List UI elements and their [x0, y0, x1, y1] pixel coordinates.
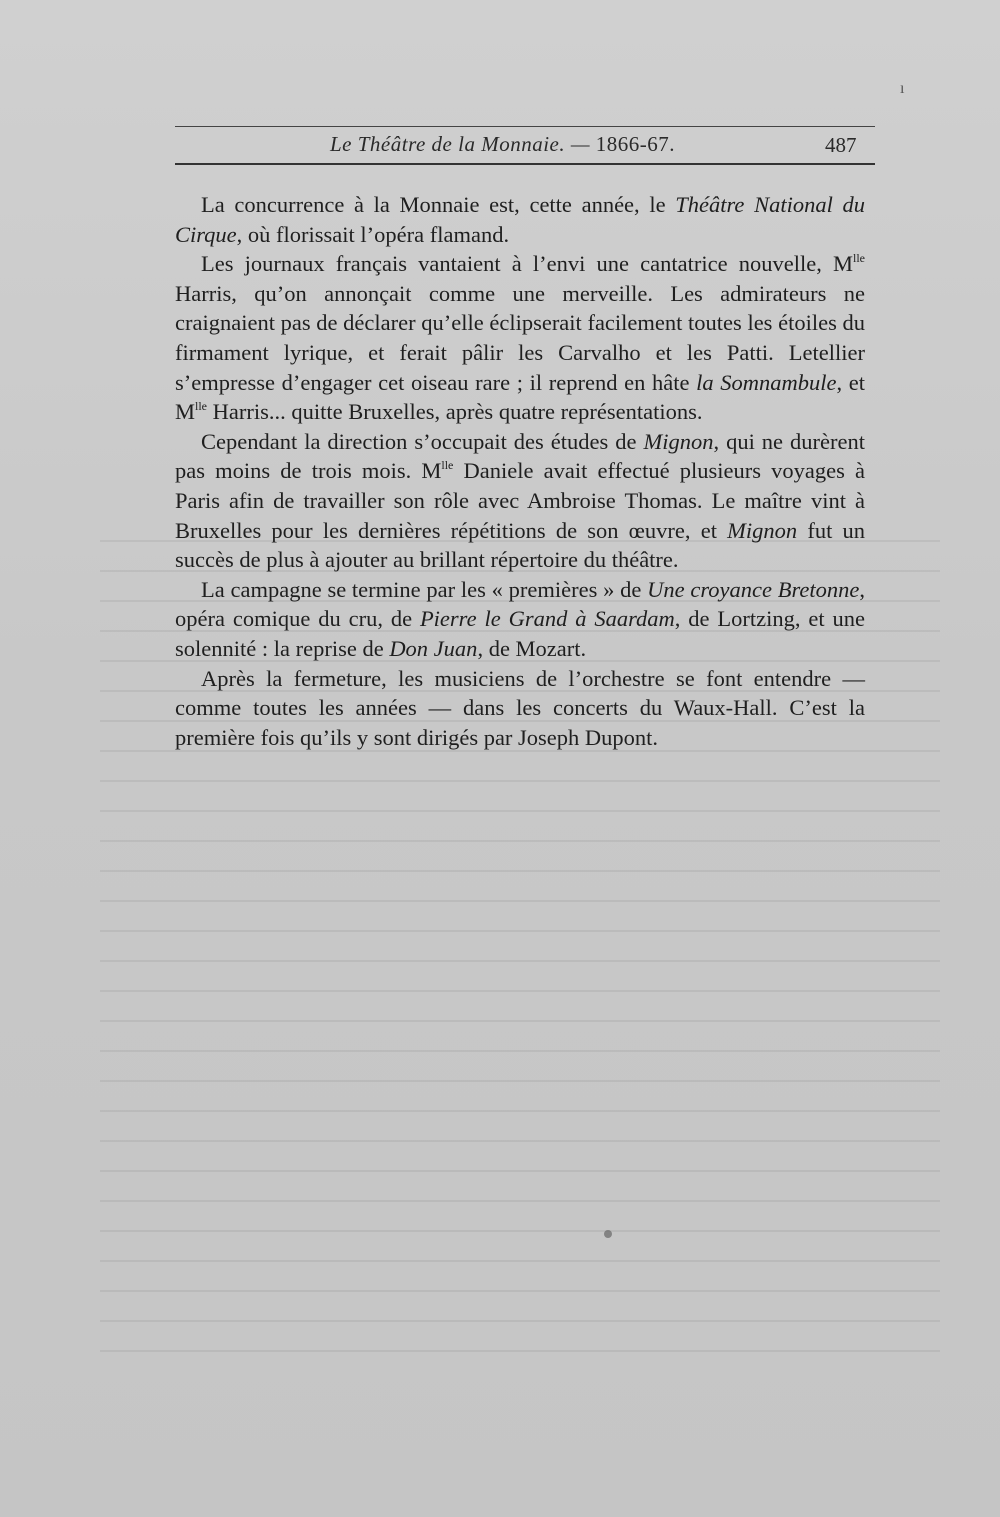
text-run: , et M [175, 369, 865, 425]
italic-title: Théâtre National du Cirque [175, 192, 865, 247]
paragraph-5 [175, 664, 865, 753]
text-run: La campagne se termine par les « premières » de [201, 576, 648, 602]
text-run: Harris... quitte Bruxelles, après quatre représentations. [207, 399, 703, 425]
italic-title: la Somnambule [696, 369, 837, 395]
text-run: Harris, qu’on annonçait comme une merveille. Les admirateurs ne craignaient pas de déclarer qu’elle éclipserait facilement toutes les étoiles du firmament lyrique, et ferait pâlir les Carvalho et les Patti. Letellier s’empresse d’engager cet oiseau rare ; il reprend en hâte [175, 280, 865, 395]
superscript: lle [195, 399, 208, 414]
header-separator: — [565, 132, 596, 156]
italic-title: Don Juan [389, 635, 478, 661]
superscript: lle [441, 458, 454, 473]
italic-title: Mignon [727, 517, 798, 543]
header-rule-top [175, 126, 875, 127]
text-run: Daniele avait effectué plusieurs voyages à Paris afin de travailler son rôle avec Ambroise Thomas. Le maître vint à Bruxelles pour les dernières répétitions de son œuvre, et [175, 458, 865, 543]
paragraph-1 [175, 190, 865, 249]
text-run: , où florissait l’opéra flamand. [236, 221, 510, 247]
body-text [175, 190, 865, 752]
ink-spot [604, 1230, 612, 1238]
page-number: 487 [825, 133, 857, 157]
running-years: 1866-67. [595, 132, 676, 156]
running-head [330, 132, 675, 157]
text-run: Après la fermeture, les musiciens de l’orchestre se font entendre — comme toutes les années — dans les concerts du Waux-Hall. C’est la première fois qu’ils y sont dirigés par Joseph Dupont. [175, 665, 865, 750]
paragraph-4 [175, 575, 865, 664]
header-rule-bottom [175, 163, 875, 165]
running-title: Le Théâtre de la Monnaie. [330, 132, 566, 156]
text-run: , de Mozart. [477, 635, 587, 661]
paragraph-3 [175, 427, 865, 575]
text-run: , qui ne durèrent pas moins de trois mois. M [175, 428, 865, 484]
text-run: Les journaux français vantaient à l’envi une cantatrice nouvelle, M [201, 251, 853, 277]
italic-title: Une croyance Bretonne [647, 576, 860, 602]
text-run: , de Lortzing, et une solennité : la reprise de [175, 606, 865, 661]
superscript: lle [853, 251, 865, 266]
italic-title: Mignon [643, 428, 714, 454]
text-run: Cependant la direction s’occupait des études de [201, 428, 644, 454]
italic-title: Pierre le Grand à Saardam [419, 606, 675, 632]
text-run: fut un succès de plus à ajouter au brillant répertoire du théâtre. [175, 517, 866, 573]
text-run: La concurrence à la Monnaie est, cette année, le [201, 192, 676, 217]
corner-mark: ı [900, 80, 905, 97]
paragraph-2 [175, 249, 865, 427]
text-run: , opéra comique du cru, de [175, 576, 865, 632]
